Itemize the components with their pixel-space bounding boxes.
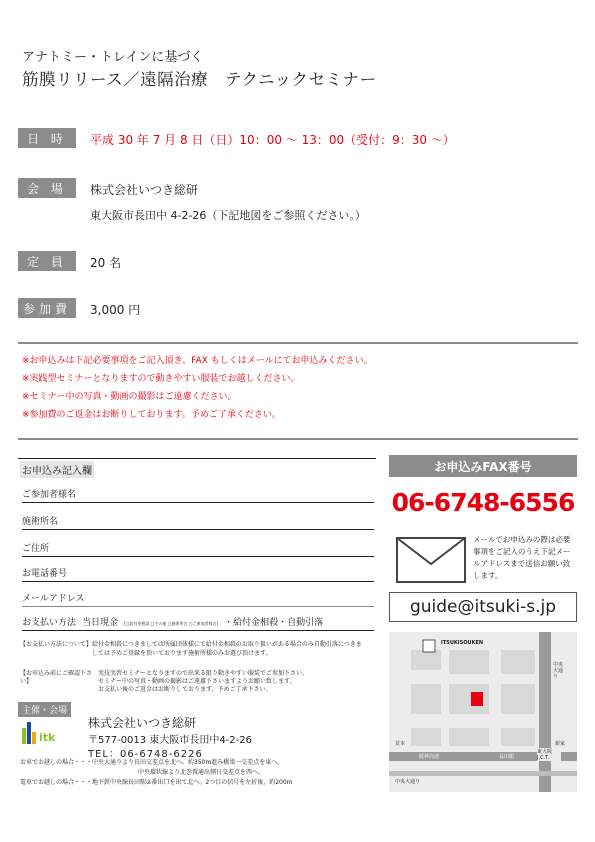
payment-label: お支払い方法: [22, 618, 77, 628]
field-phone[interactable]: お電話番号: [22, 566, 374, 582]
remarks-label: 【お申込み前にご確認下さい】: [20, 670, 93, 685]
map-logo-label: ITSUKISOUKEN: [441, 640, 484, 646]
field-email[interactable]: メールアドレス: [22, 591, 374, 607]
fax-number: 06-6748-6556: [391, 488, 575, 517]
application-form: [18, 458, 376, 628]
map-label-station: 長田駅: [499, 754, 515, 760]
fax-heading: お申込みFAX番号: [389, 455, 577, 477]
fee-label: 参加費: [18, 298, 76, 318]
access-map: [389, 632, 577, 792]
field-address[interactable]: ご住所: [22, 541, 374, 557]
divider-bottom: [18, 438, 578, 440]
map-label-road: 中央大通り: [553, 662, 564, 680]
mail-box: [389, 532, 577, 587]
map-label-chuo: 中央大通り: [395, 779, 421, 785]
field-participant-name[interactable]: ご参加者様名: [22, 487, 374, 503]
note-item: ※お申込みは下記必要事項をご記入頂き、FAX もしくはメールにてお申込みください。: [22, 356, 373, 366]
mail-instruction: メールでお申込みの際は必要事項をご記入のうえ下記メールアドレスまで送信お願い致します。: [473, 535, 571, 580]
divider-top: [18, 342, 578, 344]
organizer-address: 〒577-0013 東大阪市長田中4-2-26: [88, 735, 252, 746]
capacity-value: 20 名: [90, 256, 122, 270]
payment-note-label: 【お支払い方法について】: [20, 641, 92, 648]
directions-car: お車でお越しの場合・・・中央大通りより長田交差点を北へ。約350m進み橋梁一交差点を東へ。: [20, 759, 284, 766]
date-value: 平成 30 年 7 月 8 日（日）10：00 ～ 13：00（受付：9：30 ～）: [90, 133, 455, 147]
field-clinic-name[interactable]: 施術所名: [22, 514, 374, 530]
payment-grant[interactable]: ・給付金相殺・自動引落: [224, 618, 324, 628]
capacity-label: 定 員: [18, 251, 76, 271]
envelope-icon: [395, 536, 467, 586]
note-item: ※実践型セミナーとなりますので動きやすい服装でお越しください。: [22, 374, 300, 384]
organizer-tel: TEL：06-6748-6226: [88, 749, 203, 760]
map-label-highway: 阪神高速: [419, 754, 440, 760]
remarks: [20, 670, 376, 694]
organizer-tag: 主催・会場: [18, 702, 71, 717]
payment-note: [20, 640, 376, 658]
directions: [20, 758, 380, 788]
payment-cash[interactable]: 当日現金: [82, 618, 119, 628]
event-subtitle: アナトミー・トレインに基づく: [22, 50, 204, 65]
venue-name: 株式会社いつき総研: [90, 183, 199, 197]
note-item: ※セミナー中の写真・動画の撮影はご遠慮ください。: [22, 392, 237, 402]
remark-line: 実技実習セミナーとなりますので出来る限り動きやすい服装でご参加下さい。: [98, 670, 309, 677]
venue-address: 東大阪市長田中 4-2-26（下記地図をご参照ください。）: [90, 209, 366, 222]
note-item: ※参加費のご返金はお断りしております。予めご了承ください。: [22, 410, 281, 420]
venue-label: 会 場: [18, 178, 76, 198]
notes-list: [22, 352, 373, 424]
map-label-aramoto: 荒本: [395, 741, 406, 747]
map-label-shinge: 新家: [555, 741, 566, 747]
map-graphic: [389, 632, 577, 792]
form-heading: お申込み記入欄: [20, 461, 94, 478]
event-title: 筋膜リリース／遠隔治療 テクニックセミナー: [22, 70, 377, 89]
payment-note-text: 給付金相殺につきましては所属団体様にて給付金相殺のお取り扱いがある場合のみ自動引落につきましては予めご登録を頂いております施術所様のみお選び頂けます。: [92, 641, 362, 657]
payment-row[interactable]: [22, 615, 374, 631]
remark-line: セミナー中の写真・動画の撮影はご遠慮下さいますようお願い致します。: [98, 678, 296, 685]
company-logo: [22, 718, 80, 744]
date-label: 日 時: [18, 128, 76, 148]
map-label-jct: 東大阪 J.C.T.: [537, 748, 561, 761]
fee-value: 3,000 円: [90, 303, 141, 317]
email-address[interactable]: guide@itsuki-s.jp: [389, 592, 577, 622]
logo-text: itk: [39, 731, 56, 744]
directions-train: 電車でお越しの場合・・・地下鉄中央線長田駅②番出口を出て北へ。2つ目の信号を左折後、約200m: [20, 779, 293, 786]
directions-car-2: 中央環状線より北巻置通出側日交差点を西へ。: [138, 769, 265, 776]
organizer-name: 株式会社いつき総研: [88, 716, 197, 730]
remark-line: お支払い後のご返金はお断りしております。予めご了承下さい。: [98, 686, 272, 693]
payment-options[interactable]: [□給付金相談 □その他 □施術所名 □ご参加者様名]: [124, 621, 219, 626]
